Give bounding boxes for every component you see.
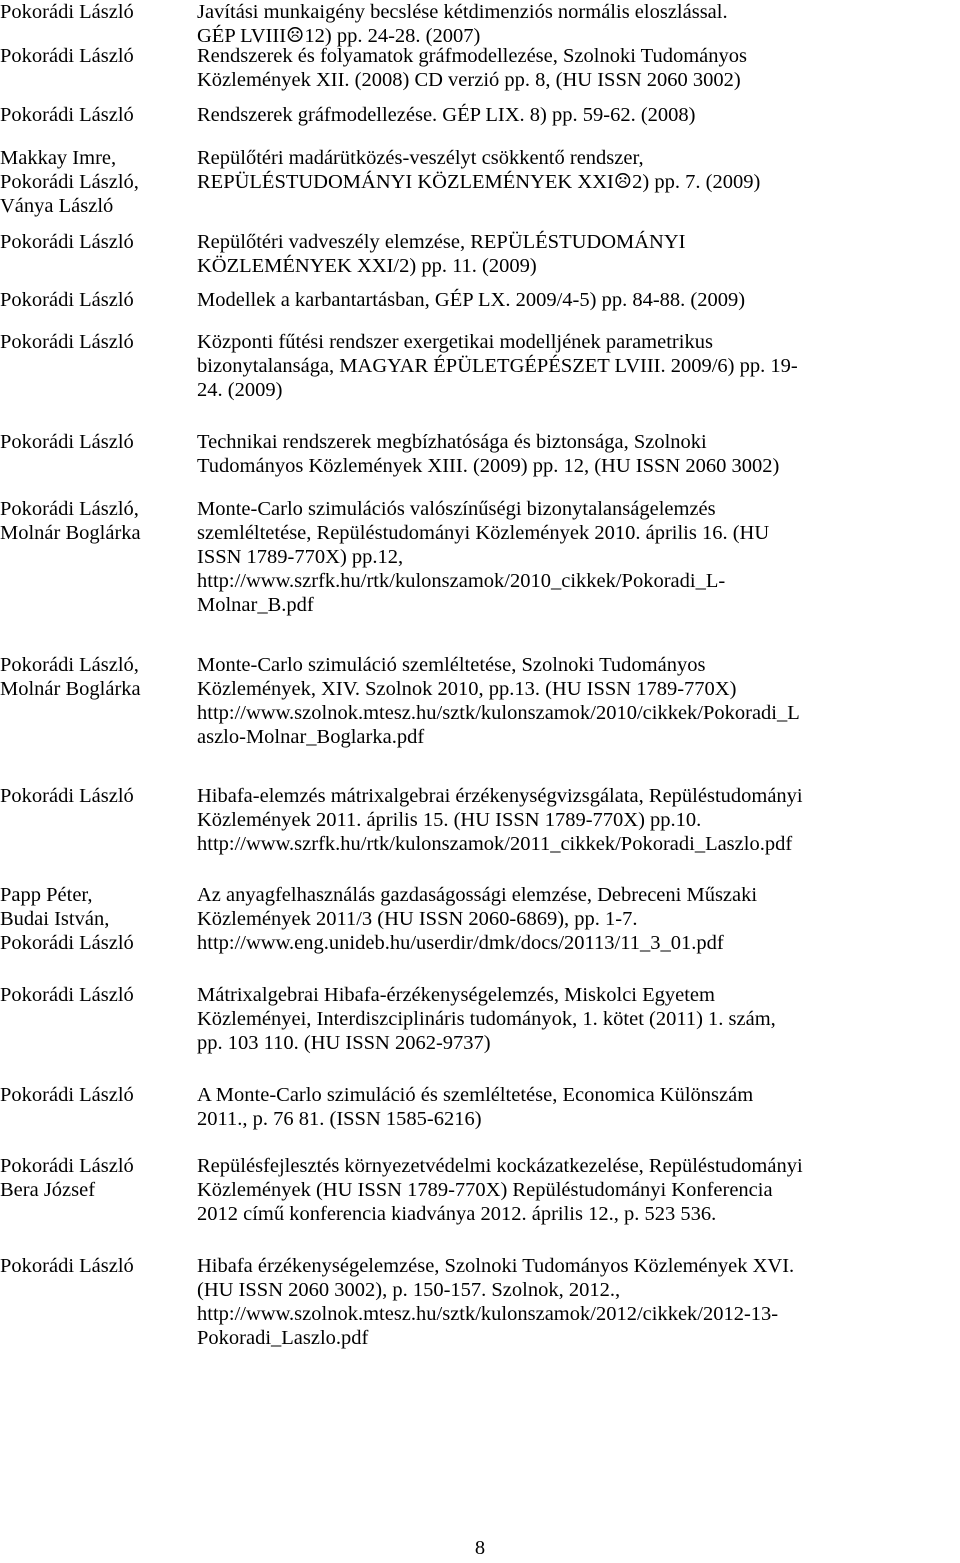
- entry-authors: [0, 0, 190, 24]
- author-line: Pokorádi László: [0, 331, 134, 353]
- entry-authors: [0, 883, 190, 955]
- entry-citation: [197, 146, 959, 194]
- entry-citation: [197, 0, 959, 48]
- author-line: Pokorádi László: [0, 984, 134, 1006]
- citation-line: Közlemények (HU ISSN 1789-770X) Repüléstudományi Konferencia: [197, 1179, 773, 1201]
- author-line: Bera József: [0, 1179, 96, 1201]
- entry-citation: [197, 784, 959, 856]
- citation-line: szemléltetése, Repüléstudományi Közlemények 2010. április 16. (HU: [197, 522, 770, 544]
- citation-line: 24. (2009): [197, 379, 283, 401]
- citation-line: 2011., p. 76 81. (ISSN 1585-6216): [197, 1108, 482, 1130]
- citation-line: http://www.eng.unideb.hu/userdir/dmk/docs/20113/11_3_01.pdf: [197, 932, 724, 954]
- citation-line: GÉP LVIII☹12) pp. 24-28. (2007): [197, 25, 481, 47]
- author-line: Pokorádi László: [0, 431, 134, 453]
- citation-line: Javítási munkaigény becslése kétdimenziós normális eloszlással.: [197, 1, 728, 23]
- author-line: Pokorádi László,: [0, 498, 139, 520]
- entry-authors: [0, 1254, 190, 1278]
- citation-line: REPÜLÉSTUDOMÁNYI KÖZLEMÉNYEK XXI☹2) pp. 7. (2009): [197, 171, 761, 193]
- entry-citation: [197, 430, 959, 478]
- entry-authors: [0, 44, 190, 68]
- citation-line: Mátrixalgebrai Hibafa-érzékenységelemzés, Miskolci Egyetem: [197, 984, 715, 1006]
- author-line: Ványa László: [0, 195, 114, 217]
- citation-line: 2012 című konferencia kiadványa 2012. április 12., p. 523 536.: [197, 1203, 717, 1225]
- citation-line: Közlemények 2011/3 (HU ISSN 2060-6869), pp. 1-7.: [197, 908, 638, 930]
- author-line: Molnár Boglárka: [0, 678, 141, 700]
- citation-line: http://www.szolnok.mtesz.hu/sztk/kulonszamok/2012/cikkek/2012-13-: [197, 1303, 779, 1325]
- author-line: Pokorádi László: [0, 289, 134, 311]
- citation-line: http://www.szrfk.hu/rtk/kulonszamok/2010_cikkek/Pokoradi_L-: [197, 570, 726, 592]
- entry-authors: [0, 784, 190, 808]
- author-line: Pokorádi László: [0, 1, 134, 23]
- citation-line: Közlemények 2011. április 15. (HU ISSN 1789-770X) pp.10.: [197, 809, 702, 831]
- author-line: Pokorádi László: [0, 1084, 134, 1106]
- author-line: Pokorádi László,: [0, 654, 139, 676]
- citation-line: Molnar_B.pdf: [197, 594, 314, 616]
- citation-line: http://www.szolnok.mtesz.hu/sztk/kulonszamok/2010/cikkek/Pokoradi_L: [197, 702, 800, 724]
- citation-line: bizonytalansága, MAGYAR ÉPÜLETGÉPÉSZET LVIII. 2009/6) pp. 19-: [197, 355, 798, 377]
- author-line: Pokorádi László: [0, 231, 134, 253]
- citation-line: Közlemények, XIV. Szolnok 2010, pp.13. (HU ISSN 1789-770X): [197, 678, 737, 700]
- citation-line: http://www.szrfk.hu/rtk/kulonszamok/2011_cikkek/Pokoradi_Laszlo.pdf: [197, 833, 793, 855]
- citation-line: Rendszerek gráfmodellezése. GÉP LIX. 8) pp. 59-62. (2008): [197, 104, 696, 126]
- citation-line: pp. 103 110. (HU ISSN 2062-9737): [197, 1032, 491, 1054]
- citation-line: Pokoradi_Laszlo.pdf: [197, 1327, 369, 1349]
- author-line: Pokorádi László: [0, 1155, 134, 1177]
- citation-line: Tudományos Közlemények XIII. (2009) pp. 12, (HU ISSN 2060 3002): [197, 455, 780, 477]
- entry-authors: [0, 497, 190, 545]
- entry-authors: [0, 230, 190, 254]
- citation-line: Monte-Carlo szimuláció szemléltetése, Szolnoki Tudományos: [197, 654, 706, 676]
- citation-line: aszlo-Molnar_Boglarka.pdf: [197, 726, 425, 748]
- entry-authors: [0, 653, 190, 701]
- citation-line: ISSN 1789-770X) pp.12,: [197, 546, 404, 568]
- entry-authors: [0, 1154, 190, 1202]
- author-line: Pokorádi László: [0, 785, 134, 807]
- citation-line: Technikai rendszerek megbízhatósága és biztonsága, Szolnoki: [197, 431, 707, 453]
- author-line: Pokorádi László,: [0, 171, 139, 193]
- author-line: Pokorádi László: [0, 932, 134, 954]
- author-line: Molnár Boglárka: [0, 522, 141, 544]
- entry-citation: [197, 288, 959, 312]
- citation-line: A Monte-Carlo szimuláció és szemléltetése, Economica Különszám: [197, 1084, 754, 1106]
- entry-citation: [197, 1254, 959, 1350]
- entry-citation: [197, 330, 959, 402]
- citation-line: KÖZLEMÉNYEK XXI/2) pp. 11. (2009): [197, 255, 537, 277]
- citation-line: Hibafa-elemzés mátrixalgebrai érzékenységvizsgálata, Repüléstudományi: [197, 785, 803, 807]
- author-line: Pokorádi László: [0, 1255, 134, 1277]
- entry-citation: [197, 230, 959, 278]
- author-line: Papp Péter,: [0, 884, 93, 906]
- entry-citation: [197, 103, 959, 127]
- citation-line: Az anyagfelhasználás gazdaságossági elemzése, Debreceni Műszaki: [197, 884, 758, 906]
- entry-authors: [0, 103, 190, 127]
- citation-line: Modellek a karbantartásban, GÉP LX. 2009/4-5) pp. 84-88. (2009): [197, 289, 746, 311]
- entry-citation: [197, 1154, 959, 1226]
- citation-line: Repülőtéri madárütközés-veszélyt csökkentő rendszer,: [197, 147, 644, 169]
- entry-citation: [197, 653, 959, 749]
- citation-line: Monte-Carlo szimulációs valószínűségi bizonytalanságelemzés: [197, 498, 716, 520]
- page-number: 8: [474, 1537, 486, 1559]
- entry-authors: [0, 330, 190, 354]
- citation-line: Közleményei, Interdiszciplináris tudományok, 1. kötet (2011) 1. szám,: [197, 1008, 776, 1030]
- citation-line: (HU ISSN 2060 3002), p. 150-157. Szolnok, 2012.,: [197, 1279, 621, 1301]
- entry-authors: [0, 1083, 190, 1107]
- entry-authors: [0, 146, 190, 218]
- author-line: Budai István,: [0, 908, 110, 930]
- citation-line: Közlemények XII. (2008) CD verzió pp. 8, (HU ISSN 2060 3002): [197, 69, 741, 91]
- entry-citation: [197, 1083, 959, 1131]
- author-line: Pokorádi László: [0, 45, 134, 67]
- citation-line: Repülőtéri vadveszély elemzése, REPÜLÉSTUDOMÁNYI: [197, 231, 686, 253]
- entry-citation: [197, 44, 959, 92]
- citation-line: Repülésfejlesztés környezetvédelmi kockázatkezelése, Repüléstudományi: [197, 1155, 803, 1177]
- author-line: Pokorádi László: [0, 104, 134, 126]
- entry-citation: [197, 883, 959, 955]
- entry-authors: [0, 288, 190, 312]
- entry-citation: [197, 983, 959, 1055]
- author-line: Makkay Imre,: [0, 147, 117, 169]
- citation-line: Rendszerek és folyamatok gráfmodellezése, Szolnoki Tudományos: [197, 45, 747, 67]
- entry-authors: [0, 430, 190, 454]
- entry-authors: [0, 983, 190, 1007]
- citation-line: Központi fűtési rendszer exergetikai modelljének parametrikus: [197, 331, 713, 353]
- citation-line: Hibafa érzékenységelemzése, Szolnoki Tudományos Közlemények XVI.: [197, 1255, 795, 1277]
- entry-citation: [197, 497, 959, 617]
